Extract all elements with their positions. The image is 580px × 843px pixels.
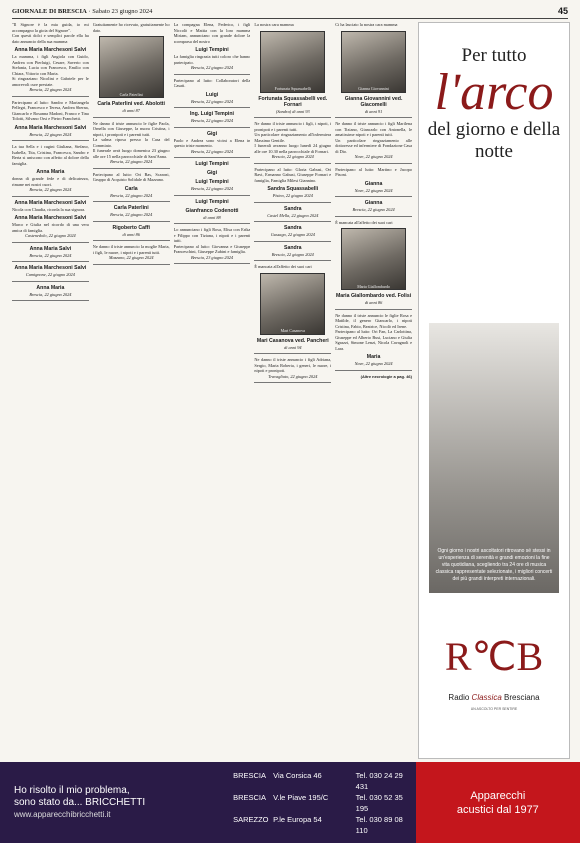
ad-photo (429, 323, 559, 593)
portrait-caption: Gianna Giovannini (358, 86, 389, 91)
deceased-name: Ing. Luigi Tempini (189, 111, 234, 117)
place-date: Brescia, 22 giugno 2024 (190, 186, 234, 191)
radio-logo: R℃B (444, 634, 544, 679)
place-date: Brescia, 22 giugno 2024 (271, 154, 314, 159)
deceased-name: Luigi Tempini (195, 47, 229, 53)
place-date: Travagliato, 22 giugno 2024 (268, 373, 318, 379)
footer-city: BRESCIA (233, 770, 267, 780)
place-date: Brescia, 22 giugno 2024 (29, 187, 72, 192)
divider (93, 221, 170, 222)
newspaper-name-and-date: GIORNALE DI BRESCIA · Sabato 23 giugno 2024 (12, 7, 153, 15)
deceased-name: Carla (124, 185, 138, 192)
divider (93, 201, 170, 202)
divider (93, 264, 170, 265)
footer-phone[interactable]: Tel. 030 89 08 110 (355, 814, 403, 835)
obituary-text: donna di grande fede e di delicatezza, rimane nei nostri cuori. (12, 176, 89, 187)
deceased-name: Anna Maria (36, 284, 65, 291)
deceased-name: Sandra Squassabelli (267, 186, 319, 192)
page-number: 45 (557, 6, 568, 16)
divider (93, 240, 170, 241)
deceased-name: Luigi Tempini (195, 198, 229, 205)
place-date: Brescia, 22 giugno 2024 (352, 207, 395, 212)
place-date: di anni 86 (122, 231, 140, 237)
ad-headline-3: del giorno e della notte (427, 119, 561, 162)
obituary-text: Un particolare ringraziamento all'infermiera Massimo Gentile. (254, 132, 332, 143)
deceased-name: Gigi (206, 130, 218, 137)
place-date: di anni 88 (203, 214, 221, 220)
portrait-photo (99, 36, 164, 98)
obituary-text: Ne danno il triste annuncio le figlie Rosa e Matilde, il genero Giancarlo, i nipoti Cristina, Fabio, Beatrice, Nicolò ed Irene. (335, 312, 412, 329)
divider (254, 202, 331, 203)
obituary-text: La mamma, i figli Angiola con Guido, Andrea con Pierluigi, Cesare, Saverio con Stefania, Lucia con Francesco, Emilio con Chiara, Vittorio con Maria. (12, 54, 89, 76)
divider (335, 117, 412, 118)
place-date: di anni 87 (122, 108, 140, 113)
divider (335, 163, 412, 164)
place-date: di anni 91 (364, 108, 383, 114)
place-date: Nave, 22 giugno 2024 (354, 187, 393, 193)
obituary-text: Si ringraziano Nicolini e Gabriele per le amorevoli cure prestate. (12, 76, 89, 87)
footer-right-banner: Apparecchi acustici dal 1977 (416, 762, 580, 843)
deceased-name: Sandra (283, 205, 302, 212)
footer-address: Via Corsica 46 (273, 770, 322, 780)
place-date: (Sandra) di anni 93 (275, 108, 310, 114)
obituary-text: Partecipano al lutto: Ori Bas, Scaroni, Gruppo di Acquisto Solidale di Mazzano. (92, 171, 170, 182)
obituary-text: Ne danno il triste annuncio la moglie Maria, i figli, le nuore, i nipoti e i parenti tutti. (92, 244, 170, 255)
divider (254, 117, 331, 118)
portrait-photo (341, 228, 406, 290)
place-date: Brescia, 22 giugno 2024 (110, 159, 153, 164)
divider (174, 127, 251, 128)
deceased-name: Anna Maria Marchesoni Salvi (14, 215, 87, 221)
deceased-name: Gianna Giovannini ved. Giacomelli (344, 95, 403, 108)
divider (174, 107, 251, 108)
place-date: Mazzano, 22 giugno 2024 (108, 255, 154, 260)
footer-left: Ho risolto il mio problema, sono stato da... BRICCHETTI www.apparecchibricchetti.it (0, 785, 233, 821)
obituary-text: La famiglia ringrazia tutti coloro che hanno partecipato. (173, 54, 251, 65)
divider (254, 353, 331, 354)
place-date: Camignone, 22 giugno 2024 (25, 272, 75, 277)
place-date: Brescia, 22 giugno 2024 (271, 251, 314, 257)
obituary-text: Nicola con Claudia, ricorda la sua signora. (12, 206, 86, 212)
deceased-name: Carla Paterlini (113, 205, 149, 211)
deceased-name: Anna Maria Marchesoni Salvi (14, 265, 87, 271)
place-date: Brescia, 22 giugno 2024 (190, 98, 234, 104)
footer-website-link[interactable]: www.apparecchibricchetti.it (14, 809, 111, 819)
obituary-column (335, 22, 412, 757)
place-date: Gussago, 22 giugno 2024 (270, 232, 315, 237)
obituary-text: Lo annunciano i figli Rosa, Elisa con Erika e Filippo con Tiziana, i nipoti e i parenti tutti. (173, 227, 251, 243)
divider (335, 309, 412, 310)
deceased-name: Anna Maria Salvi (29, 245, 72, 252)
place-date: Brescia, 22 giugno 2024 (29, 252, 72, 258)
deceased-name: Anna Maria (36, 169, 65, 175)
deceased-name: Sandra (283, 225, 302, 231)
place-date: Brescia, 22 giugno 2024 (29, 131, 72, 137)
divider (174, 195, 251, 196)
deceased-name: Gianna (364, 180, 383, 187)
obituary-text: "Il Signore è la mia guida, io mi accompagno la gioia del Signore". (12, 22, 89, 33)
portrait-caption: Carla Paterlini (119, 91, 143, 97)
footer-phone[interactable]: Tel. 030 24 29 431 (355, 770, 403, 791)
deceased-name: Anna Maria Marchesoni Salvi (14, 47, 87, 53)
place-date: Pisino, 22 giugno 2024 (272, 193, 313, 198)
divider (12, 96, 89, 97)
radio-name: Radio Classica Bresciana (448, 693, 540, 702)
deceased-name: Anna Maria Marchesoni Salvi (14, 199, 87, 206)
divider (12, 281, 89, 282)
obituary-text: Con questi dolci e semplici parole ella ha dato annuncio della sua mamma (12, 33, 89, 44)
obituary-text: Partecipano al lutto: Giovanna e Giuseppe Franceschini, Giuseppe Zubini e famiglia. (173, 243, 251, 254)
deceased-name: Anna Maria Marchesoni Salvi (14, 124, 87, 131)
divider (174, 74, 251, 75)
divider (93, 168, 170, 169)
obituary-text: È mancata all'affetto dei suoi cari (254, 264, 312, 269)
deceased-name: Luigi Tempini (195, 179, 229, 185)
deceased-name: Gianfranco Codenotti (185, 207, 239, 214)
divider (254, 221, 331, 222)
page-header (12, 4, 568, 19)
deceased-name: Fortunata Squassabelli ved. Fornari (258, 95, 328, 108)
deceased-name: Gigi (206, 170, 218, 176)
place-date: Castel Mella, 22 giugno 2024 (267, 212, 319, 218)
portrait-caption: Fortunata Squassabelli (274, 86, 311, 91)
continues-note: (Altre necrologie a pag. 46) (360, 373, 412, 379)
place-date: Brescia, 23 giugno 2024 (190, 254, 234, 260)
obituary-column (174, 22, 251, 757)
deceased-name: Carla Paterlini ved. Abolotti (97, 101, 165, 107)
divider (174, 263, 251, 264)
obituary-text: Paolo e Andrea sono vicini a Elena in questo triste momento. (173, 137, 251, 148)
deceased-name: Maria Giallombardo ved. Folisi (335, 293, 412, 299)
obituary-text: Partecipano al lutto: Martino e Jacopo Pisoni. (335, 166, 412, 177)
place-date: Brescia, 22 giugno 2024 (190, 148, 234, 154)
place-date: Castenedolo, 22 giugno 2024 (25, 233, 76, 238)
footer-locations (233, 770, 416, 836)
divider (254, 260, 331, 261)
deceased-name: Sandra (283, 244, 302, 251)
footer-advertisement (0, 762, 580, 843)
ad-headline-2: l'arco (434, 64, 554, 121)
obituary-column (12, 22, 89, 757)
divider (174, 223, 251, 224)
portrait-photo (341, 31, 406, 93)
obituary-text: Il funerale avrà luogo domenica 23 giugno alle ore 15 nella parrocchiale di Sant'Anna. (92, 148, 170, 159)
deceased-name: Gianna (364, 200, 383, 206)
place-date: di anni 86 (364, 300, 383, 305)
divider (12, 261, 89, 262)
obituary-text: Ne danno il triste annuncio i figli, i nipoti, i pronipoti e i parenti tutti. (254, 121, 332, 132)
deceased-name: Maria (366, 354, 381, 360)
divider (12, 300, 89, 301)
obituary-text: Gratuitamente ho ricevuto, gratuitamente ho dato. (92, 22, 170, 33)
ad-headline-1: Per tutto (461, 45, 527, 66)
obituary-text: La nostra cara mamma (254, 22, 294, 27)
obituary-text: Partecipano al lutto: Collaboratori della Casati. (173, 77, 251, 88)
footer-address: V.le Piave 195/C (273, 792, 329, 802)
divider (12, 242, 89, 243)
obituary-text: Un particolare ringraziamento alle dottoresse ed infermiere di Fondazione Casa di Dio. (335, 137, 412, 154)
place-date: di anni 94 (284, 344, 302, 350)
obituary-text: Ne danno il triste annuncio le figlie Paola, Ornella con Giuseppe, la nuora Cristina, i nipoti, i pronipoti e i parenti tutti. (92, 120, 170, 137)
obituary-text: Ne danno il triste annuncio i figli Adriana, Sergio, Maria Roberta, i generi, le nuore, i nipoti e pronipoti. (254, 357, 332, 373)
place-date: Nave, 22 giugno 2024 (354, 154, 393, 159)
divider (12, 196, 89, 197)
portrait-photo (260, 31, 325, 93)
obituary-text: I funerali avranno luogo lunedì 24 giugno alle ore 10.30 nella parrocchiale di Fornari. (254, 143, 332, 154)
footer-city: BRESCIA (233, 792, 267, 802)
obituary-column (93, 22, 170, 757)
obituary-columns (12, 22, 412, 757)
radio-advertisement (418, 22, 570, 759)
obituary-column (254, 22, 331, 757)
deceased-name: Rigoberto Caffi (112, 224, 150, 231)
obituary-text: Marco e Giulia nel ricordo di una vera amica di famiglia. (12, 222, 89, 233)
place-date: Brescia, 22 giugno 2024 (110, 212, 153, 217)
divider (335, 370, 412, 371)
obituary-text: Partecipano al lutto: Ori Fan, La Carlottina, Giuseppe ed Alberto Busi, Luciano e Giulia Sgrazzi, Simone Lenzi, Nicola Cavagnoli e Lara. (335, 329, 412, 351)
ad-photo-caption: Ogni giorno i nostri ascoltatori ritrovano sé stessi in un'esperienza di serenità e grandi emozioni la fine vita quotidiana, scegliendo tra 24 ore di musica classica rappresentate selezionate, i migliori concerti dei più grandi interpreti internazionali. (435, 548, 553, 582)
place-date: Brescia, 22 giugno 2024 (29, 87, 72, 92)
obituary-text: Partecipano al lutto: Gloria Gabusi, Ori Ravi, Ermanno Gabusi, Giuseppe Fornari e famiglia, Famiglia Milesi Giannino. (254, 166, 332, 183)
place-date: Brescia, 22 giugno 2024 (29, 291, 72, 297)
footer-address: P.le Europa 54 (273, 814, 322, 824)
divider (335, 216, 412, 217)
portrait-caption: Maria Giallombardo (357, 283, 390, 289)
divider (174, 157, 251, 158)
deceased-name: Luigi (205, 91, 219, 98)
obituary-text: La tua Sella e i cugini Giuliana, Stefano, Isabella, Tita, Cristina, Francesca, Sandro e Berta si uniscono con affetto al dolore della famiglia. (12, 144, 89, 166)
deceased-name: Mari Casanova ved. Pancheri (256, 337, 329, 344)
divider (254, 382, 331, 383)
obituary-text: La compagna Elena, Federico, i figli Niccolò e Mattia con la loro mamma Miriam, annunciano con grande dolore la scomparsa del nostro (173, 22, 251, 44)
obituary-text: La salma riposa presso la Casa del Commiato. (92, 137, 170, 148)
footer-phone[interactable]: Tel. 030 52 35 195 (355, 792, 403, 813)
obituary-text: Partecipano al lutto: Sandro e Mariangela Pellegri, Francesco e Teresa, Andrea Sberna, Giancarlo e Rosanna Madoni, Franco e Tina Tolotti, Silvano Orsi e Pietro Franchetti. (12, 99, 89, 121)
divider (254, 163, 331, 164)
obituary-text: Ci ha lasciato la nostra cara mamma (335, 22, 398, 27)
divider (254, 241, 331, 242)
portrait-caption: Mari Casanova (280, 328, 305, 333)
footer-city: SAREZZO (233, 814, 269, 824)
obituary-text: Ne danno il triste annuncio i figli Marilena con Tiziano, Giancarlo con Antonella, le amatissime nipoti e i parenti tutti. (335, 121, 412, 137)
radio-tagline: UN ASCOLTO PER SENTIRE (470, 707, 518, 711)
obituary-text: È mancata all'affetto dei suoi cari (335, 219, 393, 225)
place-date: Brescia, 22 giugno 2024 (110, 192, 153, 198)
place-date: Nave, 22 giugno 2024 (354, 361, 393, 366)
place-date: Brescia, 22 giugno 2024 (190, 118, 234, 123)
portrait-photo (260, 273, 325, 335)
divider (93, 117, 170, 118)
deceased-name: Luigi Tempini (195, 161, 229, 167)
divider (12, 140, 89, 141)
divider (335, 196, 412, 197)
place-date: Brescia, 22 giugno 2024 (190, 65, 234, 70)
